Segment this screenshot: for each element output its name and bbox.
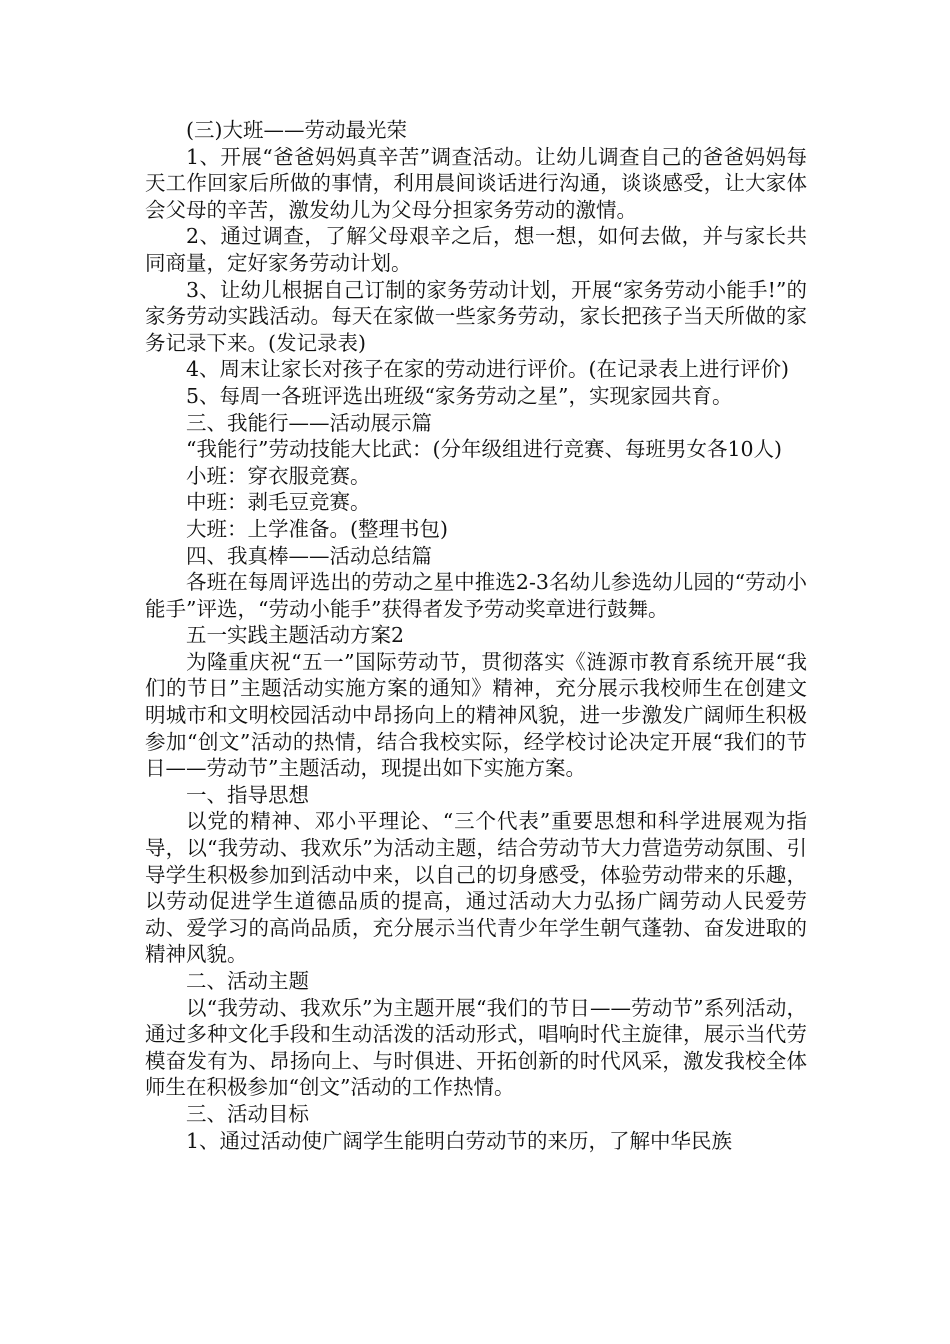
paragraph: 以党的精神、邓小平理论、“三个代表”重要思想和科学进展观为指导，以“我劳动、我欢乐”为活动主题，结合劳动节大力营造劳动氛围、引导学生积极参加到活动中来，以自己的切身感受，体验劳动带来的乐趣，以劳动促进学生道德品质的提高，通过活动大力弘扬广阔劳动人民爱劳动、爱学习的高尚品质，充分展示当代青少年学生朝气蓬勃、奋发进取的精神风貌。 xyxy=(145,809,807,967)
paragraph: 1、通过活动使广阔学生能明白劳动节的来历，了解中华民族 xyxy=(186,1128,733,1153)
section-heading: 一、指导思想 xyxy=(186,782,309,807)
paragraph: 以“我劳动、我欢乐”为主题开展“我们的节日——劳动节”系列活动，通过多种文化手段和生动活泼的活动形式，唱响时代主旋律，展示当代劳模奋发有为、昂扬向上、与时俱进、开拓创新的时代风采，激发我校全体师生在积极参加“创文”活动的工作热情。 xyxy=(145,995,807,1100)
paragraph: 1、开展“爸爸妈妈真辛苦”调查活动。让幼儿调查自己的爸爸妈妈每天工作回家后所做的事情，利用晨间谈话进行沟通，谈谈感受，让大家体会父母的辛苦，激发幼儿为父母分担家务劳动的激情。 xyxy=(145,144,807,222)
paragraph: 2、通过调查，了解父母艰辛之后，想一想，如何去做，并与家长共同商量，定好家务劳动计划。 xyxy=(145,224,807,275)
section-heading: (三)大班——劳动最光荣 xyxy=(186,118,407,142)
section-heading: 三、活动目标 xyxy=(186,1101,309,1126)
paragraph: 3、让幼儿根据自己订制的家务劳动计划，开展“家务劳动小能手!”的家务劳动实践活动。每天在家做一些家务劳动，家长把孩子当天所做的家务记录下来。(发记录表) xyxy=(145,277,807,355)
paragraph: “我能行”劳动技能大比武：(分年级组进行竞赛、每班男女各10人) xyxy=(186,437,783,462)
paragraph: 各班在每周评选出的劳动之星中推选2-3名幼儿参选幼儿园的“劳动小能手”评选，“劳动小能手”获得者发予劳动奖章进行鼓舞。 xyxy=(145,570,807,621)
paragraph: 5、每周一各班评选出班级“家务劳动之星”，实现家园共育。 xyxy=(186,383,733,408)
paragraph: 小班：穿衣服竞赛。 xyxy=(186,463,371,488)
paragraph: 为隆重庆祝“五一”国际劳动节，贯彻落实《涟源市教育系统开展“我们的节日”主题活动实施方案的通知》精神，充分展示我校师生在创建文明城市和文明校园活动中昂扬向上的精神风貌，进一步激发广阔师生积极参加“创文”活动的热情，结合我校实际，经学校讨论决定开展“我们的节日——劳动节”主题活动，现提出如下实施方案。 xyxy=(145,649,807,781)
document-title: 五一实践主题活动方案2 xyxy=(186,623,405,648)
paragraph: 4、周末让家长对孩子在家的劳动进行评价。(在记录表上进行评价) xyxy=(186,357,790,382)
section-heading: 三、我能行——活动展示篇 xyxy=(186,410,432,435)
section-heading: 二、活动主题 xyxy=(186,969,309,993)
document-body xyxy=(145,117,807,1154)
paragraph: 大班：上学准备。(整理书包) xyxy=(186,516,448,541)
paragraph: 中班：剥毛豆竞赛。 xyxy=(186,490,371,515)
section-heading: 四、我真棒——活动总结篇 xyxy=(186,543,432,568)
